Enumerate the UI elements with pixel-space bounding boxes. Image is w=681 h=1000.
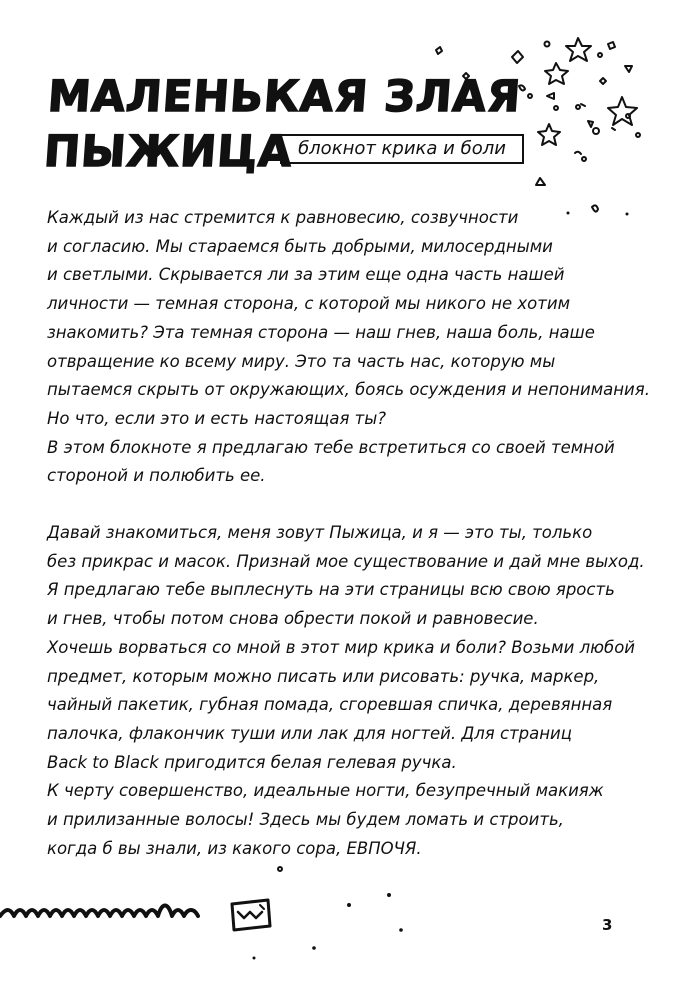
text-line: без прикрас и масок. Признай мое существование и дай мне выход. (47, 551, 645, 571)
star-icon (538, 124, 560, 145)
text-line: и согласию. Мы стараемся быть добрыми, милосердными (47, 236, 553, 256)
text-line: Каждый из нас стремится к равновесию, созвучности (47, 208, 519, 227)
page-number: 3 (602, 916, 613, 934)
text-line: палочка, флакончик туши или лак для ногтей. Для страниц (47, 723, 572, 743)
star-icon (545, 63, 568, 84)
subtitle-box: блокнот крика и боли (280, 134, 524, 164)
star-icon (566, 38, 591, 61)
squiggle-line (0, 906, 198, 917)
text-line: знакомить? Эта темная сторона — наш гнев, наша боль, наше (47, 322, 595, 342)
creature-icon (232, 900, 270, 930)
text-line: отвращение ко всему миру. Это та часть нас, которую мы (47, 351, 556, 371)
text-line: Back to Black пригодится белая гелевая ручка. (47, 752, 457, 772)
text-line: чайный пакетик, губная помада, сгоревшая спичка, деревянная (47, 695, 613, 715)
text-line: В этом блокноте я предлагаю тебе встретиться со своей темной (47, 437, 615, 457)
text-line: стороной и полюбить ее. (47, 466, 266, 486)
text-line: К черту совершенство, идеальные ногти, безупречный макияж (47, 781, 604, 801)
paragraph-2 (47, 519, 657, 863)
text-line: и гнев, чтобы потом снова обрести покой и равновесие. (47, 609, 539, 629)
title-line-1: МАЛЕНЬКАЯ ЗЛАЯ (46, 72, 523, 122)
text-line: Но что, если это и есть настоящая ты? (47, 408, 387, 428)
text-line: личности — темная сторона, с которой мы никого не хотим (47, 294, 571, 314)
paragraph-1 (47, 204, 657, 491)
paragraph-gap (47, 491, 657, 519)
text-line: когда б вы знали, из какого сора, ЕВПОЧЯ. (47, 838, 422, 858)
text-line: пытаемся скрыть от окружающих, боясь осуждения и непонимания. (47, 380, 650, 400)
text-line: Хочешь ворваться со мной в этот мир крика и боли? Возьми любой (47, 637, 636, 657)
text-line: и светлыми. Скрывается ли за этим еще одна часть нашей (47, 265, 565, 285)
star-icon (608, 97, 637, 125)
title-line-2: ПЫЖИЦА (42, 127, 295, 177)
body-text (47, 204, 657, 863)
text-line: и прилизанные волосы! Здесь мы будем ломать и строить, (47, 810, 564, 830)
text-line: Давай знакомиться, меня зовут Пыжица, и я — это ты, только (47, 523, 593, 543)
text-line: Я предлагаю тебе выплеснуть на эти страницы всю свою ярость (47, 580, 615, 600)
text-line: предмет, которым можно писать или рисовать: ручка, маркер, (47, 666, 600, 686)
